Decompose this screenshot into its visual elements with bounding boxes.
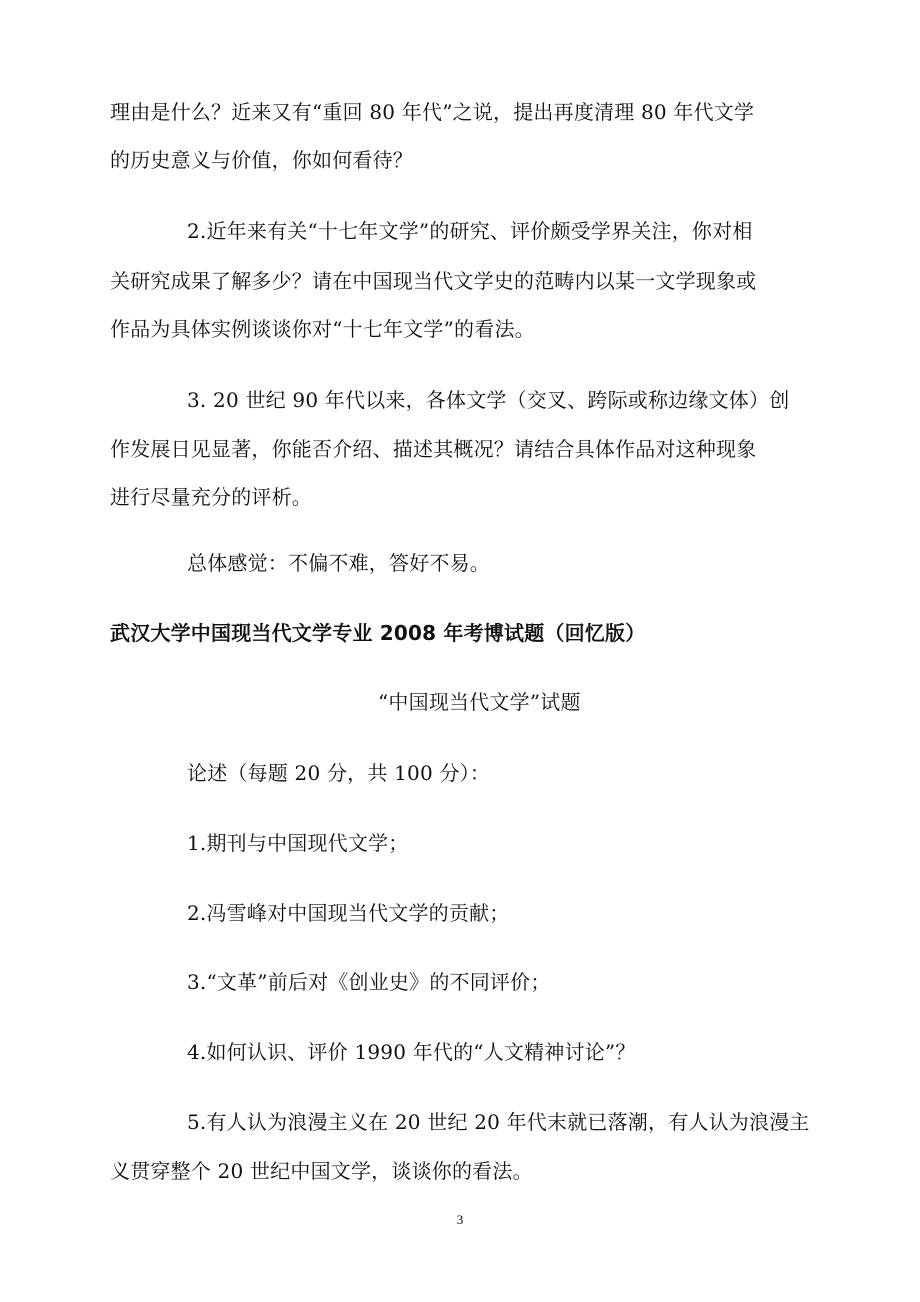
overall-feeling: 总体感觉：不偏不难，答好不易。 bbox=[187, 551, 490, 575]
text-line: 理由是什么？近来又有“重回 80 年代”之说，提出再度清理 80 年代文学 bbox=[110, 100, 755, 124]
question-2-line: 2.近年来有关“十七年文学”的研究、评价颇受学界关注，你对相 bbox=[187, 219, 753, 243]
question-item: 1.期刊与中国现代文学； bbox=[187, 831, 409, 855]
question-item: 4.如何认识、评价 1990 年代的“人文精神讨论”？ bbox=[187, 1040, 636, 1064]
section-heading: 武汉大学中国现当代文学专业 2008 年考博试题（回忆版） bbox=[110, 621, 646, 645]
question-3-line: 作发展日见显著，你能否介绍、描述其概况？请结合具体作品对这种现象 bbox=[110, 437, 757, 461]
question-5-line: 5.有人认为浪漫主义在 20 世纪 20 年代末就已落潮，有人认为浪漫主 bbox=[187, 1110, 810, 1134]
question-2-line: 作品为具体实例谈谈你对“十七年文学”的看法。 bbox=[110, 317, 535, 341]
question-3-line: 3. 20 世纪 90 年代以来，各体文学（交叉、跨际或称边缘文体）创 bbox=[187, 388, 790, 412]
text-line: 的历史意义与价值，你如何看待？ bbox=[110, 148, 413, 172]
question-item: 3.“文革”前后对《创业史》的不同评价； bbox=[187, 970, 551, 994]
instructions: 论述（每题 20 分，共 100 分）： bbox=[187, 761, 491, 785]
page-number: 3 bbox=[456, 1212, 464, 1227]
exam-title: “中国现当代文学”试题 bbox=[378, 690, 581, 714]
question-3-line: 进行尽量充分的评析。 bbox=[110, 485, 312, 509]
question-5-line: 义贯穿整个 20 世纪中国文学，谈谈你的看法。 bbox=[110, 1159, 533, 1183]
question-item: 2.冯雪峰对中国现当代文学的贡献； bbox=[187, 901, 510, 925]
question-2-line: 关研究成果了解多少？请在中国现当代文学史的范畴内以某一文学现象或 bbox=[110, 269, 757, 293]
